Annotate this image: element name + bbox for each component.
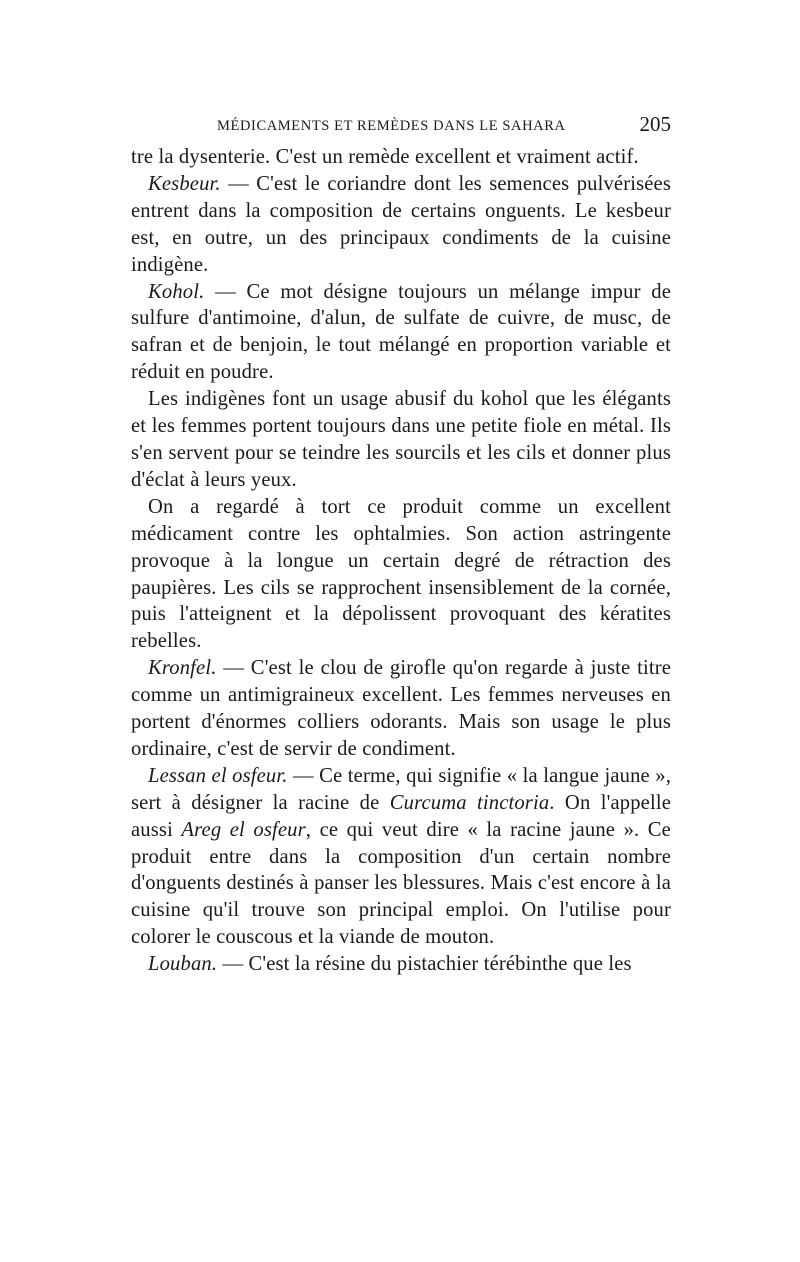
paragraph-text: tre la dysenterie. C'est un remède excellent et vraiment actif.: [131, 146, 639, 168]
entry-scientific-name: Curcuma tinctoria: [389, 791, 550, 814]
entry-term: Louban.: [148, 953, 218, 976]
entry-louban: [131, 951, 671, 978]
page-number: 205: [639, 112, 671, 136]
entry-text: — C'est le clou de girofle qu'on regarde à juste titre comme un antimigraineux excellent. Les femmes nerveuses en portent d'énormes colliers odorants. Mais son usage le plus ordinaire, c'est de servir de condiment.: [131, 657, 671, 760]
entry-text: — C'est le coriandre dont les semences pulvérisées entrent dans la composition de certains onguents. Le kesbeur est, en outre, un des principaux condiments de la cuisine indigène.: [131, 172, 671, 276]
entry-term: Kohol.: [148, 280, 205, 303]
paragraph-kohol-ophtalmies: [131, 494, 671, 655]
entry-kesbeur: [131, 171, 671, 279]
entry-text: — Ce terme, qui signifie « la langue jaune », sert à désigner la racine de: [131, 764, 672, 814]
entry-term: Kronfel.: [148, 657, 217, 680]
paragraph-kohol-usage: [131, 386, 671, 494]
running-header: [131, 112, 671, 138]
entry-term: Kesbeur.: [148, 172, 221, 195]
running-title: MÉDICAMENTS ET REMÈDES DANS LE SAHARA: [217, 118, 566, 134]
entry-lessan-el-osfeur: [131, 763, 671, 951]
entry-text: , ce qui veut dire « la racine jaune ». Ce produit entre dans la composition d'un certain nombre d'onguents destinés à panser les blessures. Mais c'est encore à la cuisine qu'il trouve son principal emploi. On l'utilise pour colorer le couscous et la viande de mouton.: [131, 818, 671, 949]
paragraph-text: Les indigènes font un usage abusif du kohol que les élégants et les femmes portent toujours dans une petite fiole en métal. Ils s'en servent pour se teindre les sourcils et les cils et donner plus d'éclat à leurs yeux.: [131, 388, 671, 491]
entry-alt-term: Areg el osfeur: [181, 818, 306, 841]
entry-text: . On l'appelle aussi: [131, 791, 671, 841]
book-page: [131, 112, 671, 978]
entry-term: Lessan el osfeur.: [148, 764, 288, 787]
entry-text: — Ce mot désigne toujours un mélange impur de sulfure d'antimoine, d'alun, de sulfate de cuivre, de musc, de safran et de benjoin, le tout mélangé en proportion variable et réduit en poudre.: [131, 280, 671, 384]
entry-kronfel: [131, 655, 671, 763]
paragraph-text: On a regardé à tort ce produit comme un excellent médicament contre les ophtalmies. Son action astringente provoque à la longue un certain degré de rétraction des paupières. Les cils se rapprochent insensiblement de la cornée, puis l'atteignent et la dépolissent provoquant des kératites rebelles.: [131, 495, 671, 653]
paragraph-dysenterie-continuation: [131, 144, 671, 171]
entry-kohol: [131, 279, 671, 387]
entry-text: — C'est la résine du pistachier térébinthe que les: [217, 953, 632, 976]
body-text: [131, 144, 671, 978]
